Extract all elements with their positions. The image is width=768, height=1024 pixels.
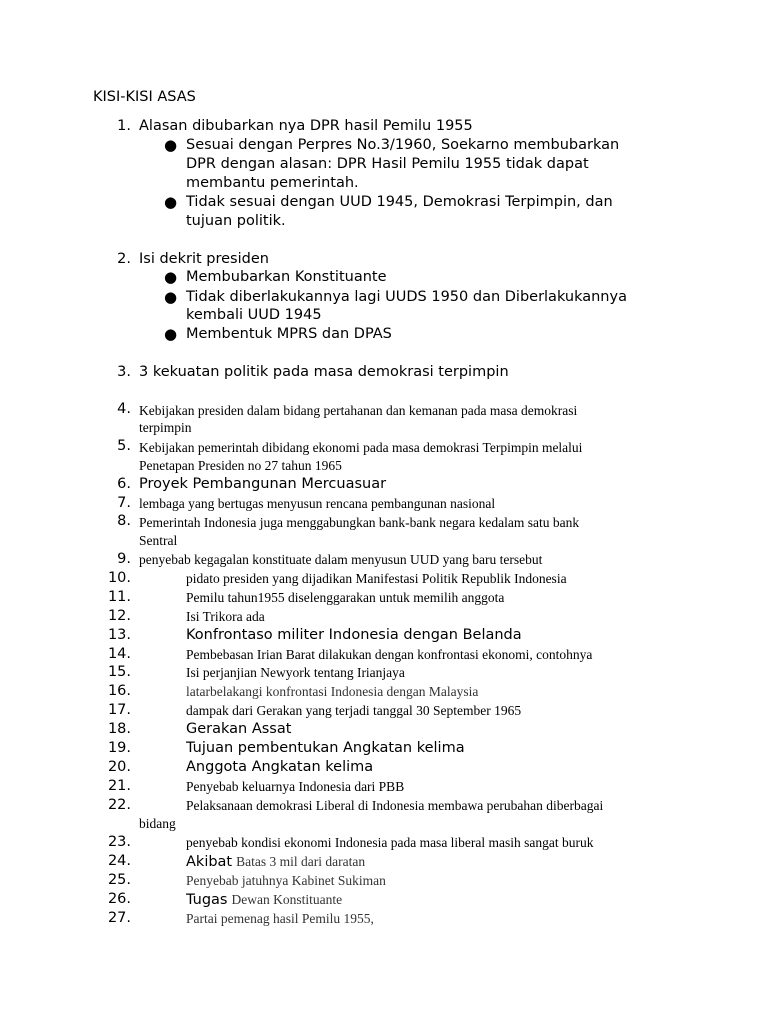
- document-title: KISI-KISI ASAS: [93, 89, 196, 105]
- item-text-continued: Penetapan Presiden no 27 tahun 1965: [139, 458, 342, 473]
- bullet-text: tujuan politik.: [186, 213, 286, 229]
- item-number: 3.: [117, 364, 131, 380]
- item-text: [186, 890, 342, 910]
- item-number: 10.: [107, 570, 131, 586]
- item-text: Kebijakan presiden dalam bidang pertahanan dan kemanan pada masa demokrasi: [139, 403, 578, 418]
- item-text: Tujuan pembentukan Angkatan kelima: [186, 740, 465, 756]
- item-text: Partai pemenag hasil Pemilu 1955,: [186, 911, 374, 926]
- item-text: 3 kekuatan politik pada masa demokrasi terpimpin: [139, 364, 509, 380]
- item-text: Penyebab keluarnya Indonesia dari PBB: [186, 779, 405, 794]
- bullet-text: kembali UUD 1945: [186, 307, 322, 323]
- item-text: penyebab kegagalan konstituate dalam menyusun UUD yang baru tersebut: [139, 552, 543, 567]
- item-text-lead: Akibat: [186, 854, 233, 870]
- item-text: lembaga yang bertugas menyusun rencana pembangunan nasional: [139, 496, 496, 511]
- item-number: 23.: [107, 834, 131, 850]
- bullet-icon: ●: [164, 136, 178, 154]
- item-number: 15.: [107, 664, 131, 680]
- bullet-icon: ●: [164, 288, 178, 306]
- item-text: Proyek Pembangunan Mercuasuar: [139, 476, 387, 492]
- item-text: Konfrontaso militer Indonesia dengan Belanda: [186, 627, 522, 643]
- item-number: 17.: [107, 702, 131, 718]
- item-text: penyebab kondisi ekonomi Indonesia pada masa liberal masih sangat buruk: [186, 835, 594, 850]
- item-number: 12.: [107, 608, 131, 624]
- item-text-continued: terpimpin: [139, 420, 192, 435]
- bullet-text: membantu pemerintah.: [186, 175, 359, 191]
- item-number: 18.: [107, 721, 131, 737]
- item-number: 13.: [107, 627, 131, 643]
- item-text: dampak dari Gerakan yang terjadi tanggal 30 September 1965: [186, 703, 522, 718]
- item-number: 6.: [117, 476, 131, 492]
- item-text: Isi perjanjian Newyork tentang Irianjaya: [186, 665, 405, 680]
- bullet-text: Tidak sesuai dengan UUD 1945, Demokrasi Terpimpin, dan: [186, 194, 613, 210]
- bullet-text: DPR dengan alasan: DPR Hasil Pemilu 1955 tidak dapat: [186, 156, 589, 172]
- item-number: 7.: [117, 495, 131, 511]
- item-text-tail: Batas 3 mil dari daratan: [236, 854, 366, 869]
- item-number: 21.: [107, 778, 131, 794]
- bullet-icon: ●: [164, 325, 178, 343]
- item-text: Pembebasan Irian Barat dilakukan dengan konfrontasi ekonomi, contohnya: [186, 647, 593, 662]
- item-number: 26.: [107, 891, 131, 907]
- bullet-text: Sesuai dengan Perpres No.3/1960, Soekarno membubarkan: [186, 137, 620, 153]
- item-text: Alasan dibubarkan nya DPR hasil Pemilu 1955: [139, 118, 473, 134]
- item-number: 16.: [107, 683, 131, 699]
- item-number: 11.: [107, 589, 131, 605]
- item-text: Anggota Angkatan kelima: [186, 759, 374, 775]
- bullet-text: Tidak diberlakukannya lagi UUDS 1950 dan Diberlakukannya: [186, 289, 627, 305]
- item-number: 20.: [107, 759, 131, 775]
- item-number: 2.: [117, 251, 131, 267]
- item-text: Gerakan Assat: [186, 721, 292, 737]
- item-text: Pelaksanaan demokrasi Liberal di Indonesia membawa perubahan diberbagai: [186, 798, 604, 813]
- item-number: 27.: [107, 910, 131, 926]
- item-text: Isi dekrit presiden: [139, 251, 269, 267]
- bullet-icon: ●: [164, 268, 178, 286]
- item-number: 4.: [117, 401, 131, 417]
- item-text-lead: Tugas: [186, 892, 228, 908]
- item-number: 24.: [107, 853, 131, 869]
- item-text: Penyebab jatuhnya Kabinet Sukiman: [186, 873, 386, 888]
- bullet-text: Membubarkan Konstituante: [186, 269, 387, 285]
- item-number: 25.: [107, 872, 131, 888]
- item-text: latarbelakangi konfrontasi Indonesia dengan Malaysia: [186, 684, 479, 699]
- bullet-icon: ●: [164, 193, 178, 211]
- item-number: 8.: [117, 513, 131, 529]
- item-number: 9.: [117, 551, 131, 567]
- item-text: pidato presiden yang dijadikan Manifestasi Politik Republik Indonesia: [186, 571, 567, 586]
- item-number: 14.: [107, 646, 131, 662]
- item-text: [186, 852, 365, 872]
- item-text: Isi Trikora ada: [186, 609, 265, 624]
- bullet-text: Membentuk MPRS dan DPAS: [186, 326, 392, 342]
- item-text: Pemilu tahun1955 diselenggarakan untuk memilih anggota: [186, 590, 505, 605]
- item-text: Kebijakan pemerintah dibidang ekonomi pada masa demokrasi Terpimpin melalui: [139, 440, 583, 455]
- item-number: 1.: [117, 118, 131, 134]
- item-text-continued: bidang: [139, 816, 176, 831]
- item-number: 22.: [107, 797, 131, 813]
- item-text: Pemerintah Indonesia juga menggabungkan bank-bank negara kedalam satu bank: [139, 515, 580, 530]
- item-number: 19.: [107, 740, 131, 756]
- item-text-tail: Dewan Konstituante: [231, 892, 343, 907]
- item-text-continued: Sentral: [139, 533, 178, 548]
- item-number: 5.: [117, 438, 131, 454]
